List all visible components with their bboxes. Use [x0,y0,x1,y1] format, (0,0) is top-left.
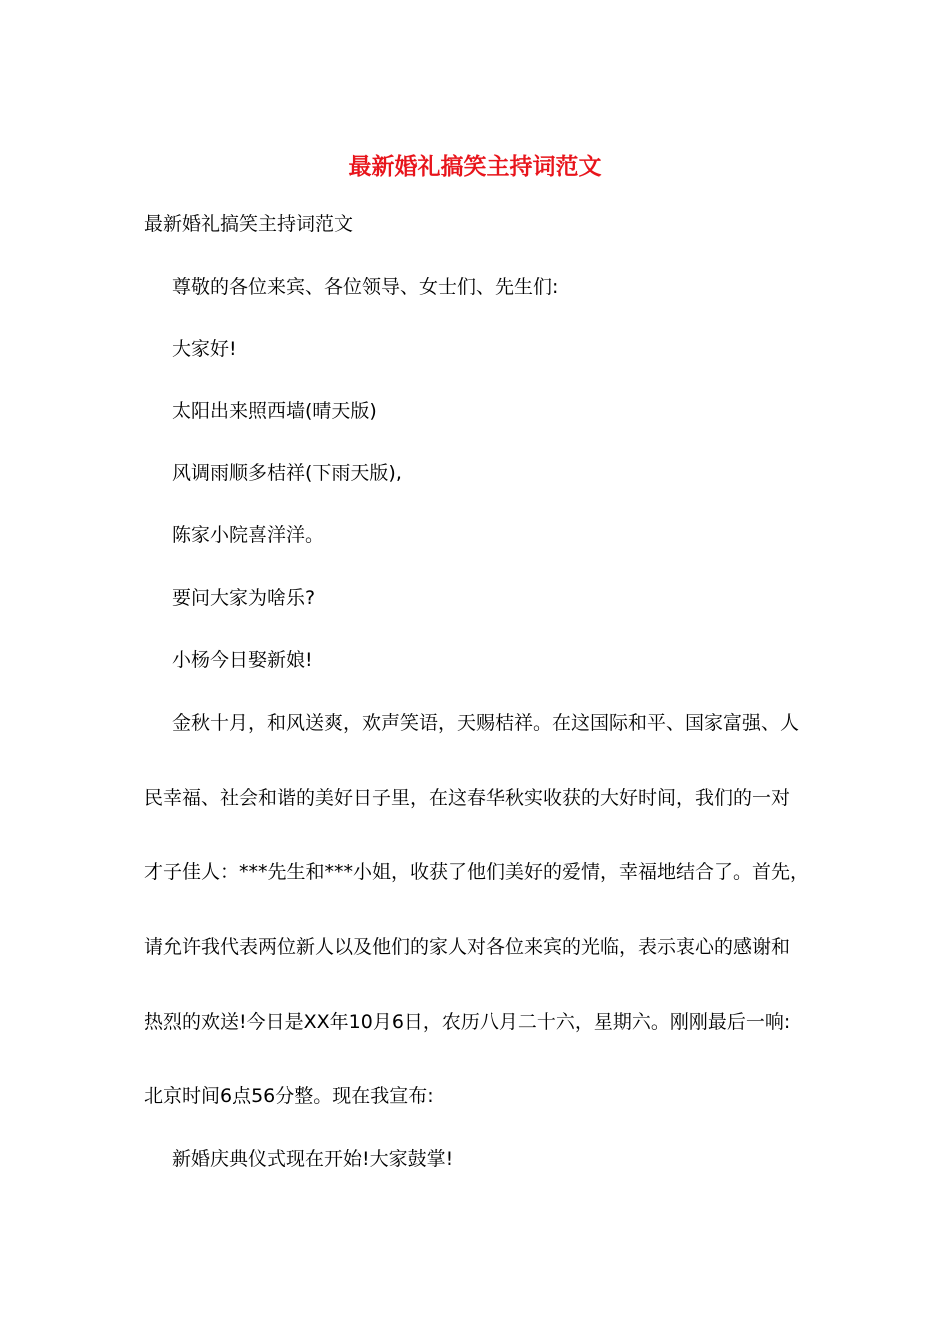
body-paragraph-line: 北京时间6点56分整。现在我宣布: [144,1085,434,1107]
body-paragraph-line: 请允许我代表两位新人以及他们的家人对各位来宾的光临，表示衷心的感谢和 [144,936,791,958]
verse-line: 太阳出来照西墙(晴天版) [172,400,377,422]
body-paragraph-line: 民幸福、社会和谐的美好日子里，在这春华秋实收获的大好时间，我们的一对 [144,787,791,809]
verse-line: 小杨今日娶新娘! [172,649,313,671]
body-paragraph-line: 才子佳人：***先生和***小姐，收获了他们美好的爱情，幸福地结合了。首先， [144,861,810,883]
body-paragraph-line: 金秋十月，和风送爽，欢声笑语，天赐桔祥。在这国际和平、国家富强、人 [172,712,800,734]
verse-line: 要问大家为啥乐? [172,587,316,609]
body-paragraph-line: 热烈的欢送!今日是XX年10月6日，农历八月二十六，星期六。刚刚最后一响: [144,1011,791,1033]
opening-announcement-line: 新婚庆典仪式现在开始!大家鼓掌! [172,1148,454,1170]
greeting-line: 大家好! [172,338,237,360]
document-subtitle: 最新婚礼搞笑主持词范文 [144,213,354,235]
salutation-line: 尊敬的各位来宾、各位领导、女士们、先生们: [172,276,559,298]
verse-line: 风调雨顺多桔祥(下雨天版), [172,462,402,484]
verse-line: 陈家小院喜洋洋。 [172,524,325,546]
document-title: 最新婚礼搞笑主持词范文 [348,153,602,180]
